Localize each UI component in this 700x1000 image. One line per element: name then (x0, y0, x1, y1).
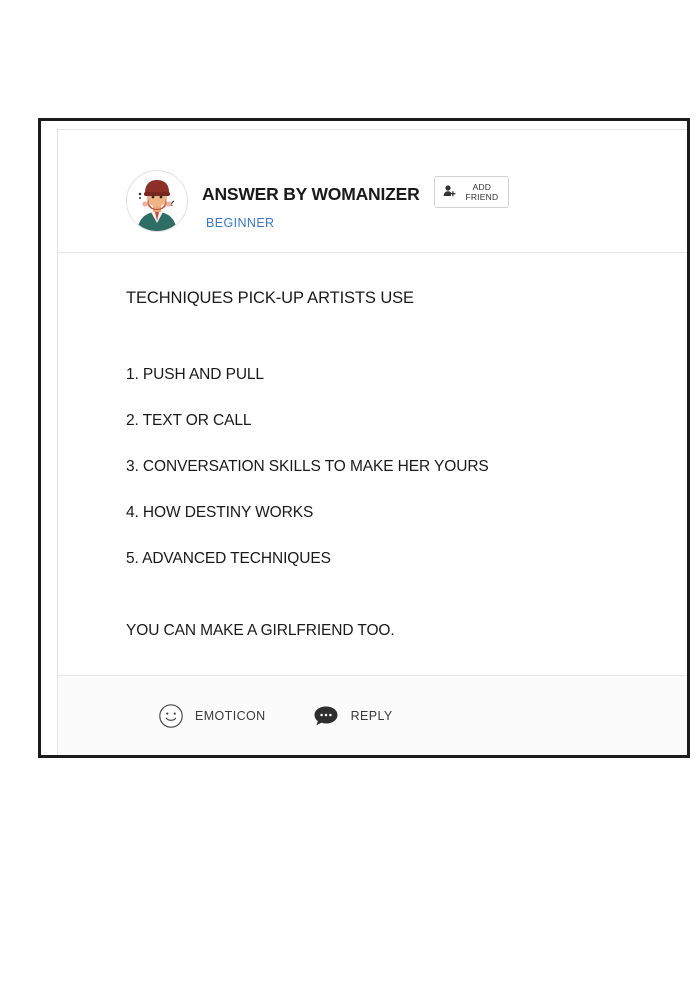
list-item: 5. ADVANCED TECHNIQUES (126, 550, 331, 567)
list-item: 3. CONVERSATION SKILLS TO MAKE HER YOURS (126, 458, 489, 475)
add-friend-label (465, 182, 498, 202)
add-friend-button[interactable] (434, 176, 509, 208)
list-item: 4. HOW DESTINY WORKS (126, 504, 314, 521)
add-friend-label-line2: FRIEND (465, 192, 499, 202)
add-friend-icon (443, 184, 456, 201)
answer-footer (58, 675, 687, 755)
author-name: ANSWER BY WOMANIZER (202, 184, 420, 204)
author-rank-badge: BEGINNER (206, 216, 275, 230)
list-item: 2. TEXT OR CALL (126, 412, 252, 429)
list-item: 1. PUSH AND PULL (126, 366, 264, 383)
reply-button[interactable] (312, 704, 393, 728)
user-avatar-illustration (127, 171, 187, 231)
answer-title: TECHNIQUES PICK-UP ARTISTS USE (126, 289, 414, 307)
reply-label: REPLY (350, 708, 393, 723)
emoticon-button[interactable] (158, 703, 266, 729)
smiley-icon (158, 703, 184, 729)
author-block (202, 178, 509, 210)
emoticon-label: EMOTICON (195, 708, 266, 723)
avatar[interactable] (126, 170, 188, 232)
add-friend-label-line1: ADD (472, 182, 492, 192)
answer-card (57, 129, 687, 755)
answer-outro: YOU CAN MAKE A GIRLFRIEND TOO. (126, 622, 395, 639)
answer-header (58, 130, 687, 252)
answer-body (58, 253, 687, 640)
answer-card-frame (38, 118, 690, 758)
comment-bubble-icon (312, 704, 340, 728)
